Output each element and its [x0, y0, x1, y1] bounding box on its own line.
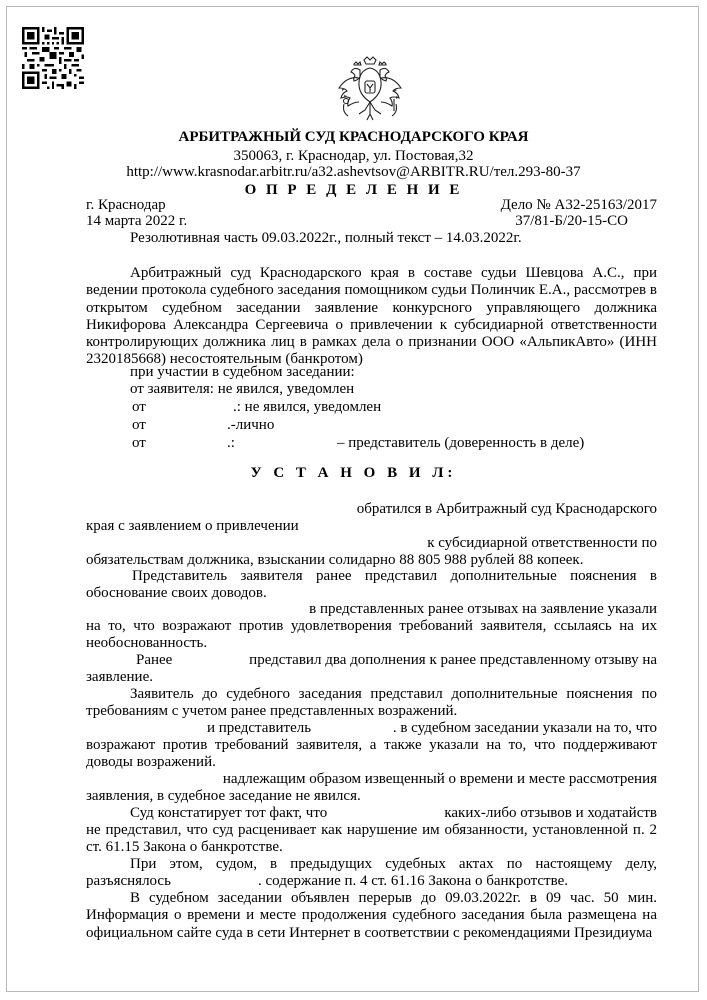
case-number: Дело № А32-25163/2017 [500, 197, 657, 213]
p2-block [86, 568, 657, 603]
qr-code-icon [22, 27, 84, 89]
court-address: 350063, г. Краснодар, ул. Постовая,32 [233, 148, 474, 164]
p6-paragraph: возражают против требований заявителя, а также указали на то, что поддерживают доводы возражений. [86, 737, 657, 771]
document-date: 14 марта 2022 г. [86, 213, 188, 229]
party-line-4-text: – представитель (доверенность в деле) [337, 435, 585, 451]
p9-block-1 [130, 856, 657, 873]
p8-block [86, 822, 657, 857]
p9-line-2: . содержание п. 4 ст. 61.16 Закона о банкротстве. [258, 873, 569, 889]
p3-line-1: в представленных ранее отзывах на заявление указали [309, 601, 657, 617]
city: г. Краснодар [86, 197, 166, 213]
p9-prefix: разъяснялось [86, 873, 171, 889]
resolution-note: Резолютивная часть 09.03.2022г., полный текст – 14.03.2022г. [130, 230, 522, 246]
p7-line-1: надлежащим образом извещенный о времени и месте рассмотрения [222, 771, 657, 787]
party-line-1: от заявителя: не явился, уведомлен [130, 381, 355, 397]
intro-paragraph: Арбитражный суд Краснодарского края в составе судьи Шевцова А.С., при ведении протокола судебного заседания помощником судьи Полинчик Е.А., рассмотрев в открытом судебном заседании заявление конкурсного управляющего должника Никифорова Александра Сергеевича о привлечении к субсидиарной ответственности контролирующих должника лиц в рамках дела о признании ООО «АльпикАвто» (ИНН 2320185668) несостоятельным (банкротом) [86, 265, 657, 368]
document-type-title: О П Р Е Д Е Л Е Н И Е [244, 182, 463, 198]
p3-block [86, 618, 657, 653]
party-line-3-prefix: от [132, 417, 146, 433]
party-line-2-prefix: от [132, 399, 146, 415]
p10-block [86, 890, 657, 942]
p8-prefix: Суд констатирует тот факт, что [130, 805, 328, 821]
party-line-3-text: .-лично [227, 417, 275, 433]
p8-line-1: каких-либо отзывов и ходатайств [444, 805, 657, 821]
p8-paragraph: не представил, что суд расценивает как нарушение им обязанности, установленной п. 2 ст. 61.15 Закона о банкротстве. [86, 822, 657, 856]
intro-section [86, 265, 657, 369]
court-contacts: http://www.krasnodar.arbitr.ru/a32.ashevtsov@ARBITR.RU/тел.293-80-37 [126, 164, 581, 180]
p7-line-2: заявления, в судебное заседание не явился. [86, 788, 361, 804]
p1-line-1: обратился в Арбитражный суд Краснодарского [356, 501, 657, 517]
p1-line-4: обязательствам должника, взыскании солидарно 88 805 988 рублей 88 копеек. [86, 552, 584, 568]
p6-prefix: и представитель [207, 720, 312, 736]
participation-label: при участии в судебном заседании: [130, 364, 355, 380]
p4-prefix: Ранее [136, 652, 173, 668]
p1-line-2: края с заявлением о привлечении [86, 518, 299, 534]
p4-line-2: заявление. [86, 669, 153, 685]
p10-paragraph: В судебном заседании объявлен перерыв до 09.03.2022г. в 09 час. 50 мин. Информация о времени и месте продолжения судебного заседания была размещена на официальном сайте суда в сети Интернет в соответствии с рекомендациями Президиума [86, 890, 657, 941]
p6-line-1: . в судебном заседании указали на то, что [392, 720, 657, 736]
p4-line-1: представил два дополнения к ранее представленному отзыву на [249, 652, 657, 668]
p1-line-3: к субсидиарной ответственности по [427, 535, 657, 551]
p9-line-1: При этом, судом, в предыдущих судебных актах по настоящему делу, [130, 856, 657, 872]
party-line-2-text: .: не явился, уведомлен [233, 399, 382, 415]
p5-paragraph: Заявитель до судебного заседания представил дополнительные пояснения по требованиям с учетом ранее представленных возражений. [86, 686, 657, 720]
party-line-4-prefix: от [132, 435, 146, 451]
p2-paragraph: Представитель заявителя ранее представил дополнительные пояснения в обоснование своих доводов. [86, 568, 657, 602]
p3-paragraph: на то, что возражают против удовлетворения требований заявителя, ссылаясь на их необоснованность. [86, 618, 657, 652]
case-sub-number: 37/81-Б/20-15-СО [515, 213, 628, 229]
court-name: АРБИТРАЖНЫЙ СУД КРАСНОДАРСКОГО КРАЯ [178, 129, 529, 145]
p5-block [86, 686, 657, 721]
p6-block [86, 737, 657, 772]
coat-of-arms-icon [334, 54, 406, 126]
established-heading: У С Т А Н О В И Л: [250, 465, 457, 481]
party-line-4-mid: .: [227, 435, 235, 451]
